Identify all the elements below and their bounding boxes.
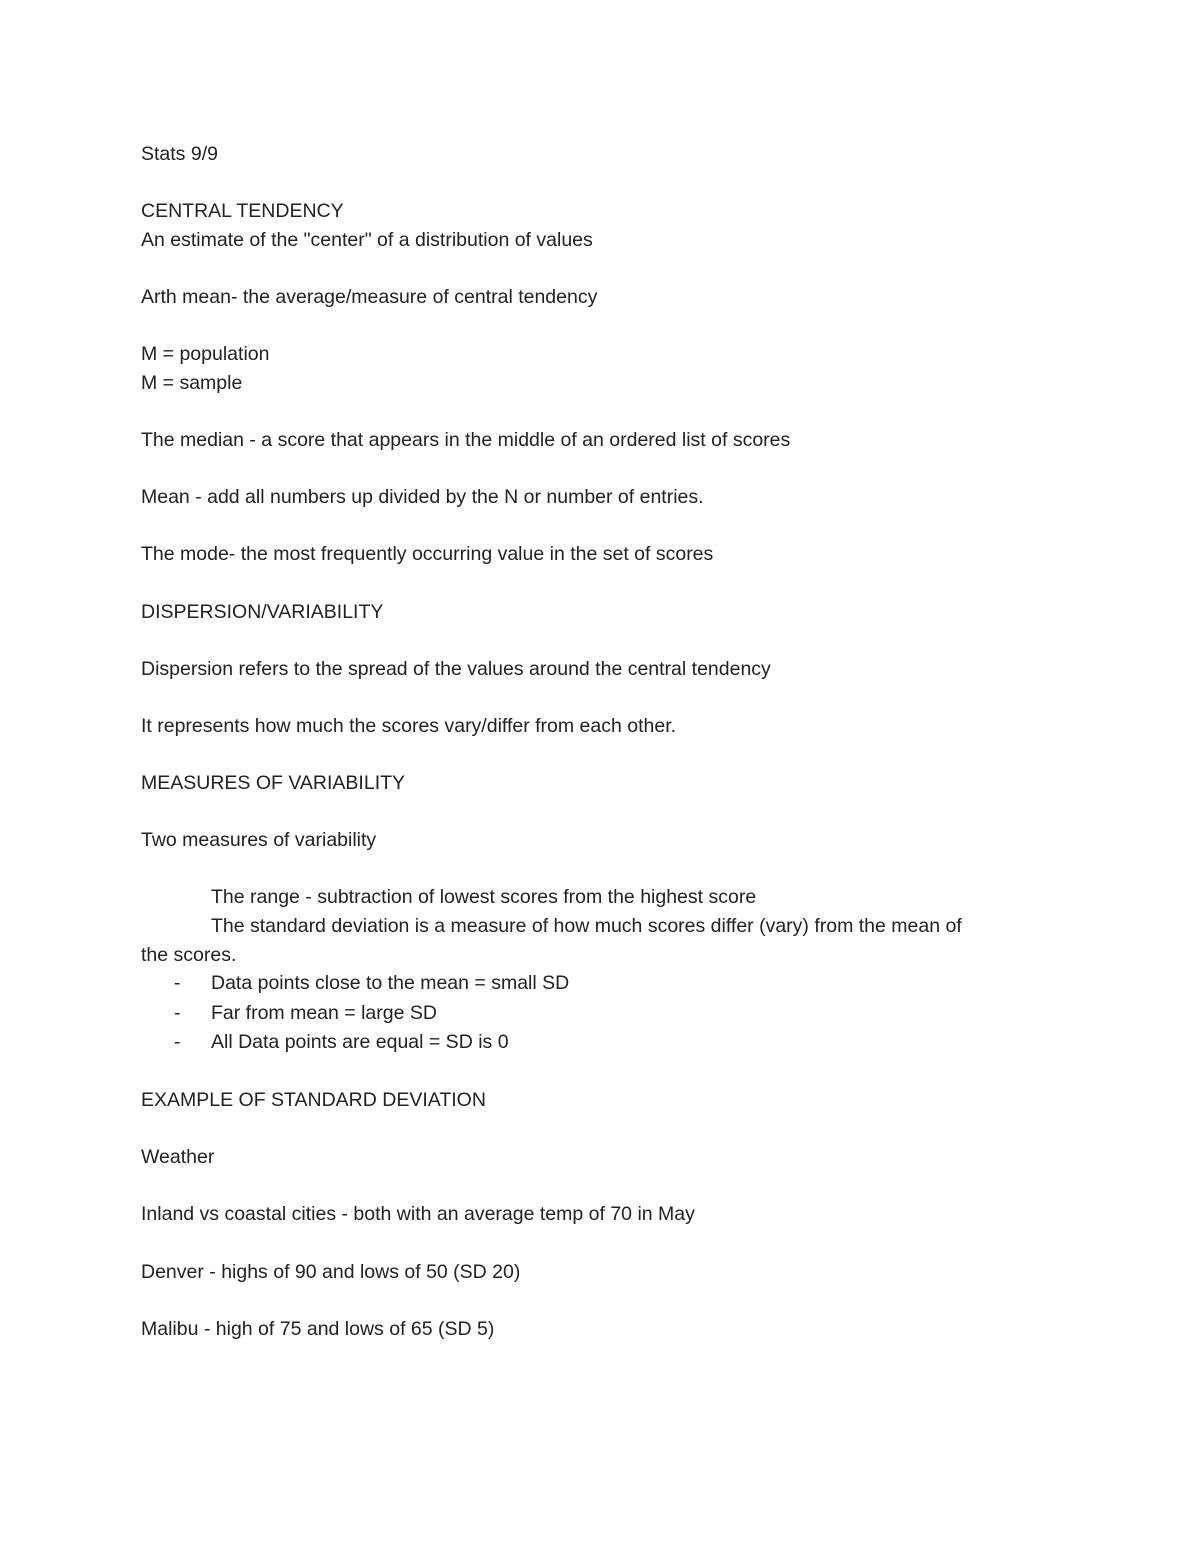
weather-note: Weather bbox=[141, 1146, 215, 1169]
list-item bbox=[141, 1028, 1061, 1057]
list-item-text: All Data points are equal = SD is 0 bbox=[211, 1031, 509, 1054]
blank-line bbox=[141, 569, 1061, 598]
blank-line bbox=[141, 397, 1061, 426]
blank-line bbox=[141, 798, 1061, 827]
section-heading-central-tendency: CENTRAL TENDENCY bbox=[141, 200, 344, 223]
blank-line bbox=[141, 512, 1061, 541]
blank-line bbox=[141, 455, 1061, 484]
document-body bbox=[141, 140, 1061, 1343]
section-heading-measures: MEASURES OF VARIABILITY bbox=[141, 772, 406, 795]
range-note: The range - subtraction of lowest scores from the highest score bbox=[211, 886, 757, 909]
bullet-dash: - bbox=[174, 972, 181, 995]
list-item-text: Data points close to the mean = small SD bbox=[211, 972, 570, 995]
blank-line bbox=[141, 312, 1061, 341]
blank-line bbox=[141, 626, 1061, 655]
m-population-note: M = population bbox=[141, 343, 270, 366]
blank-line bbox=[141, 254, 1061, 283]
list-item bbox=[141, 969, 1061, 998]
blank-line bbox=[141, 1229, 1061, 1258]
blank-line bbox=[141, 683, 1061, 712]
median-note: The median - a score that appears in the middle of an ordered list of scores bbox=[141, 428, 791, 451]
blank-line bbox=[141, 1057, 1061, 1086]
bullet-dash: - bbox=[174, 1031, 181, 1054]
arth-mean-note: Arth mean- the average/measure of central tendency bbox=[141, 285, 598, 308]
section-heading-example: EXAMPLE OF STANDARD DEVIATION bbox=[141, 1089, 486, 1112]
list-item bbox=[141, 999, 1061, 1028]
sd-note-line-2: the scores. bbox=[141, 943, 237, 966]
list-item-text: Far from mean = large SD bbox=[211, 1001, 437, 1024]
document-title: Stats 9/9 bbox=[141, 143, 218, 165]
inland-note: Inland vs coastal cities - both with an average temp of 70 in May bbox=[141, 1203, 695, 1226]
central-tendency-definition: An estimate of the "center" of a distribution of values bbox=[141, 228, 593, 251]
measures-intro: Two measures of variability bbox=[141, 829, 377, 852]
blank-line bbox=[141, 740, 1061, 769]
blank-line bbox=[141, 1286, 1061, 1315]
malibu-note: Malibu - high of 75 and lows of 65 (SD 5) bbox=[141, 1317, 495, 1340]
mode-note: The mode- the most frequently occurring value in the set of scores bbox=[141, 543, 714, 566]
blank-line bbox=[141, 1172, 1061, 1201]
dispersion-represents: It represents how much the scores vary/differ from each other. bbox=[141, 714, 677, 737]
m-sample-note: M = sample bbox=[141, 371, 243, 394]
dispersion-definition: Dispersion refers to the spread of the values around the central tendency bbox=[141, 657, 771, 680]
blank-line bbox=[141, 1115, 1061, 1144]
blank-line bbox=[141, 169, 1061, 198]
blank-line bbox=[141, 855, 1061, 884]
sd-note-line-1: The standard deviation is a measure of how much scores differ (vary) from the mean of bbox=[211, 915, 962, 938]
mean-note: Mean - add all numbers up divided by the N or number of entries. bbox=[141, 486, 704, 509]
bullet-dash: - bbox=[174, 1001, 181, 1024]
denver-note: Denver - highs of 90 and lows of 50 (SD 20) bbox=[141, 1260, 521, 1283]
section-heading-dispersion: DISPERSION/VARIABILITY bbox=[141, 600, 384, 623]
